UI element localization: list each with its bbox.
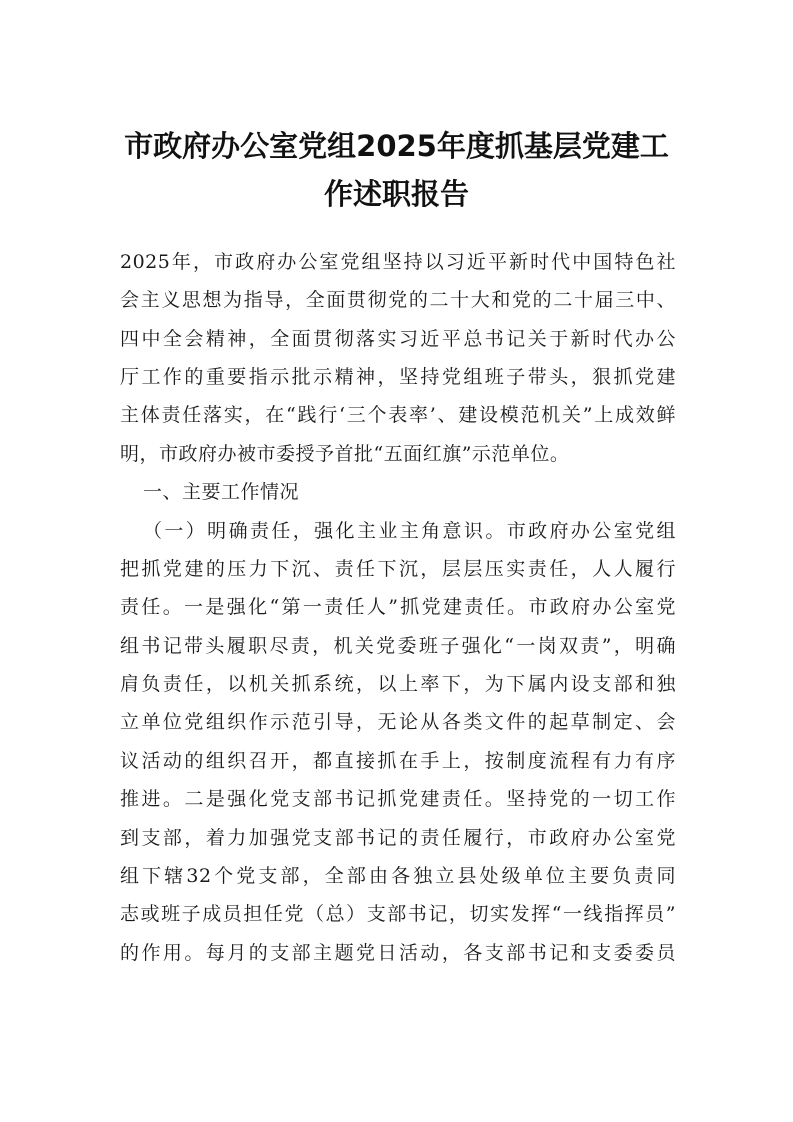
paragraph-line: 把抓党建的压力下沉、责任下沉，层层压实责任，人人履行 — [120, 558, 676, 580]
paragraph-line: 四中全会精神，全面贯彻落实习近平总书记关于新时代办公 — [120, 328, 676, 350]
paragraph-line: 志或班子成员担任党（总）支部书记，切实发挥“一线指挥员” — [120, 903, 676, 925]
paragraph-line: 责任。一是强化“第一责任人”抓党建责任。市政府办公室党 — [120, 596, 676, 618]
paragraph-line: （一）明确责任，强化主业主角意识。市政府办公室党组 — [143, 520, 676, 542]
document-title-line-1: 市政府办公室党组2025年度抓基层党建工 — [124, 129, 669, 163]
paragraph-line: 立单位党组织作示范引导，无论从各类文件的起草制定、会 — [120, 711, 676, 733]
paragraph-line: 厅工作的重要指示批示精神，坚持党组班子带头，狠抓党建 — [120, 366, 676, 388]
paragraph-line: 2025年，市政府办公室党组坚持以习近平新时代中国特色社 — [120, 251, 676, 273]
paragraph-line: 到支部，着力加强党支部书记的责任履行，市政府办公室党 — [120, 827, 676, 849]
paragraph-line: 主体责任落实，在“践行‘三个表率’、建设模范机关”上成效鲜 — [120, 404, 676, 426]
paragraph-line: 组下辖32个党支部，全部由各独立县处级单位主要负责同 — [120, 865, 676, 887]
document-title-line-2: 作述职报告 — [323, 177, 469, 211]
paragraph-line: 肩负责任，以机关抓系统，以上率下，为下属内设支部和独 — [120, 673, 676, 695]
paragraph-line: 推进。二是强化党支部书记抓党建责任。坚持党的一切工作 — [120, 788, 676, 810]
paragraph-line: 的作用。每月的支部主题党日活动，各支部书记和支委委员 — [120, 942, 676, 964]
paragraph-line: 组书记带头履职尽责，机关党委班子强化“一岗双责”，明确 — [120, 635, 676, 657]
section-heading: 一、主要工作情况 — [143, 481, 300, 503]
paragraph-line: 明，市政府办被市委授予首批“五面红旗”示范单位。 — [120, 443, 570, 465]
paragraph-line: 会主义思想为指导，全面贯彻党的二十大和党的二十届三中、 — [120, 289, 676, 311]
paragraph-line: 议活动的组织召开，都直接抓在手上，按制度流程有力有序 — [120, 750, 676, 772]
